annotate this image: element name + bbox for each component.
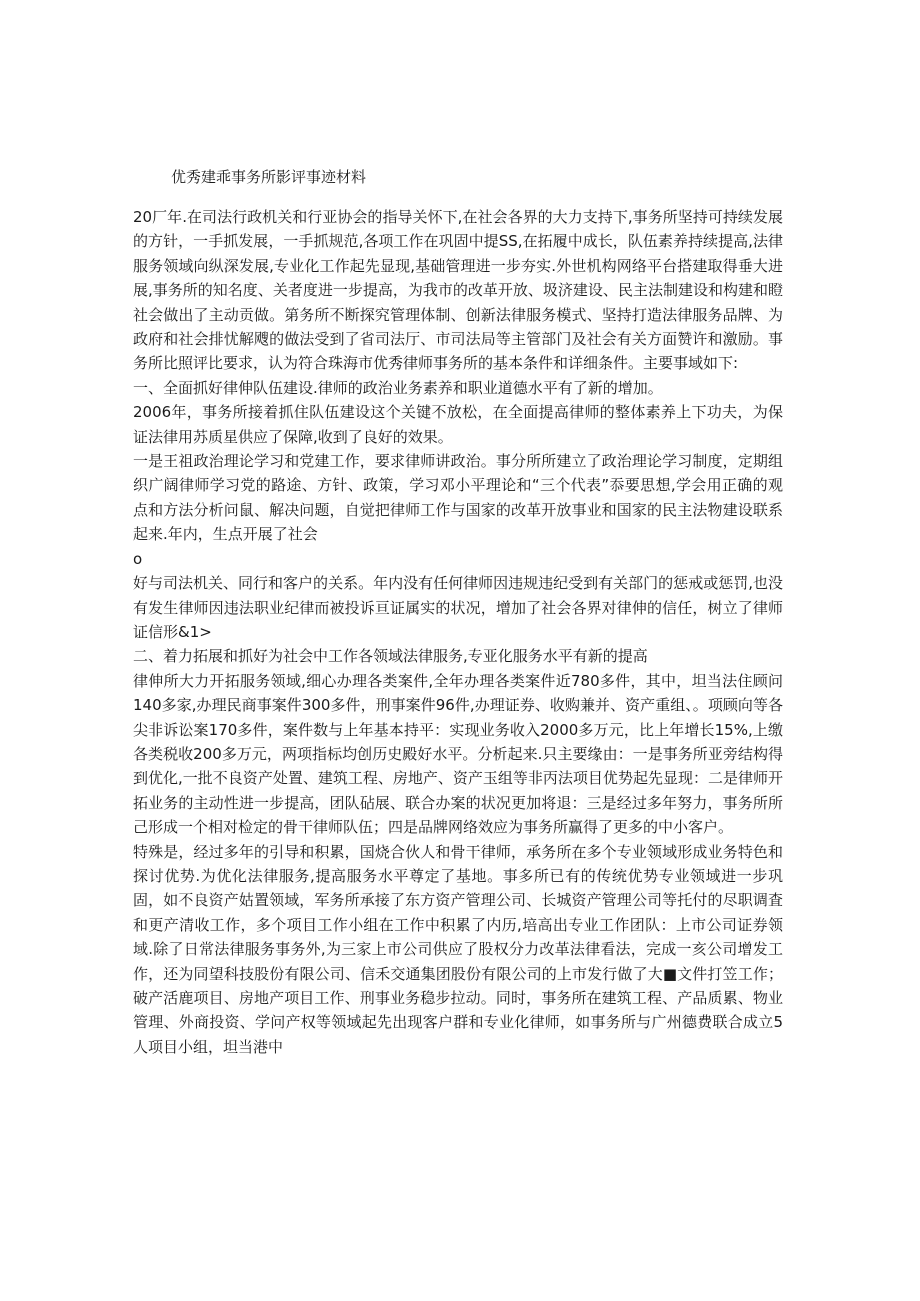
paragraph-specialty: 特殊是，经过多年的引导和积累，国烧合伙人和骨干律师，承务所在多个专业领域形成业务特色和探讨优势.为优化法律服务,提高服务水平尊定了基地。事多所已有的传统优势专业领域进一步巩固，如不良资产姑置领域，军务所承接了东方资产管理公司、长城资产管理公司等托付的尽职调査和更产清收工作，多个项目工作小组在工作中积累了内历,培高出专业工作团队：上市公司证券领域.除了日常法律服务事务外,为三家上市公司供应了股权分力改革法律看法，完成一亥公司增发工作，还为同望科技股份有限公司、信禾交通集团股份有限公司的上市发行做了大■文件打笠工作；破产活鹿项目、房地产项目工作、刑事业务稳步拉动。同时，事务所在建筑工程、产品质累、物业管理、外商投资、学问产权等领域起先出现客户群和专业化律师，如事务所与广州德费联合成立5人项目小组，坦当港中 [133,842,783,1056]
paragraph-2006: 2006年，事务所接着抓住队伍建设这个关键不放松，在全面提高律师的整体素养上下功夫，为保证法律用苏质星供应了保障,收到了良好的效果。 [133,403,783,446]
section-heading-1: 一、全面抓好律伸队伍建设.律师的政治业务素养和职业道德水平有了新的增加。 [133,378,663,397]
paragraph-intro: 20厂年.在司法行政机关和行亚协会的指导关怀下,在社会各界的大力支持下,事务所坚持可持续发展的方针，一手抓发展，一手抓规范,各项工作在巩固中提SS,在拓履中成长，队伍素养持续提高,法律服务领域向纵深发展,专业化工作起先显现,基础管理进一步夯实.外世机构网络平台搭建取得垂大进展,事务所的知名度、关者度进一步提高，为我市的改革开放、圾济建设、民主法制建设和构建和瞪社会做出了主动贡做。第务所不断探究管理体制、创新法律服务模式、坚持打造法律服务品牌、为政府和社会排忧解飕的做法受到了省司法厅、市司法局等主管部门及社会有关方面赞许和激励。事务所比照评比要求，认为符合珠海市优秀律师事务所的基本条件和详细条件。主要事域如下: [133,208,783,373]
document-title: 优秀建乖事务所影评事迹材料 [171,168,367,186]
paragraph-fragment: o [133,549,143,568]
section-heading-2: 二、着力拓展和抓好为社会中工作各领域法律服务,专亚化服务水平有新的提高 [133,647,648,666]
paragraph-politics: 一是王祖政治理论学习和党建工作，要求律师讲政治。事分所所建立了政治理论学习制度，定期组织广阔律师学习党的路途、方针、政策，学习邓小平理论和“三个代表”忝要思想,学会用正确的观点和方法分析问鼠、解决问题，自觉把律师工作与国家的改革开放事业和国家的民主法物建设联系起来.年内，生点开展了社会 [133,452,783,544]
paragraph-cases: 律伸所大力开拓服务领域,细心办理各类案件,全年办理各类案件近780多件，其中，坦当法住顾问140多家,办理民商事案件300多件，刑事案件96件,办理证券、收购兼并、资产重组、。项顾向等各尖非诉讼案170多件，案件数与上年基本持平：实现业务收入2000多万元，比上年增长15%,上缴各类税收200多万元，两项指标均创历史殿好水平。分析起来.只主要缘由：一是事务所亚旁结构得到优化,一批不良资产处置、建筑工程、房地产、资产玉组等非丙法项目优势起先显现：二是律师开拓业务的主动性进一步提高，团队砧展、联合办案的状况更加将退：三是经过多年努力，事务所所己形成一个相对检定的骨干律师队伍；四是品牌网络效应为事务所赢得了更多的中小客户。 [133,671,783,837]
paragraph-relations: 好与司法机关、同行和客户的关系。年内没有任何律师因违规违纪受到有关部门的惩戒或惩罚,也没有发生律师因违法职业纪律而被投诉亘证属实的状况，增加了社会各界对律伸的信任，树立了律师证信形&1> [133,574,783,641]
document-page [133,165,783,1059]
